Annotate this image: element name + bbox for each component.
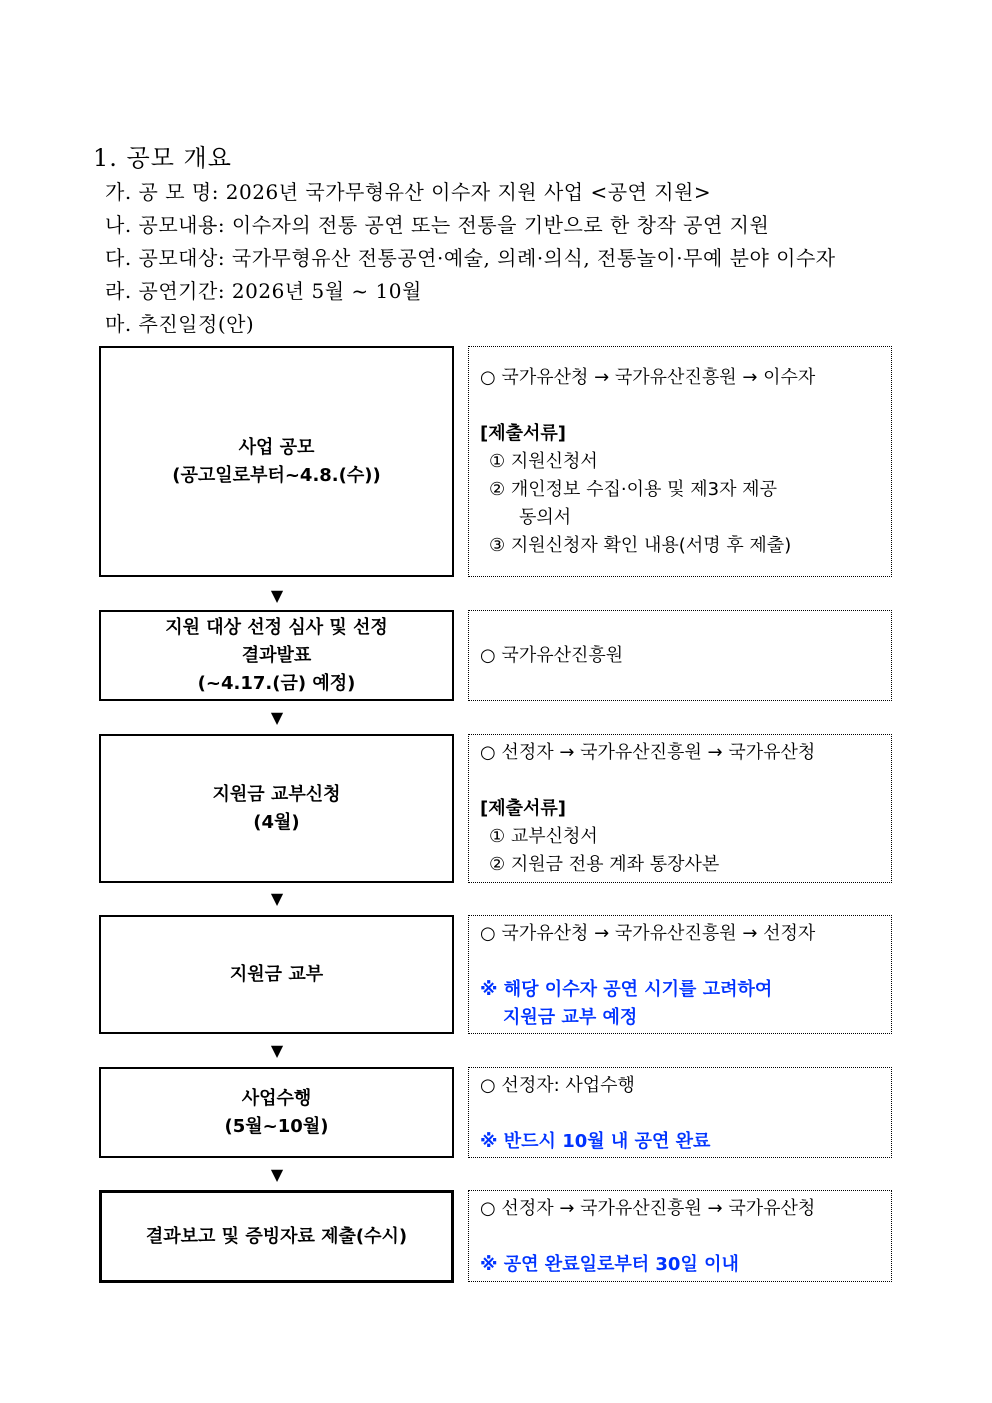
step-1-flow: ○ 국가유산청 → 국가유산진흥원 → 이수자 [480,367,816,388]
step-1-date: (공고일로부터~4.8.(수)) [172,464,381,486]
step-3-detail [468,734,892,883]
step-6-box [99,1190,454,1283]
step-1-doc-1: ① 지원신청서 [489,451,598,472]
step-5-flow: ○ 선정자: 사업수행 [480,1075,635,1096]
step-5-box [99,1067,454,1158]
step-4-note-cont: 지원금 교부 예정 [503,1007,638,1028]
step-3-docs-title: [제출서류] [480,798,567,819]
step-3-title: 지원금 교부신청 [212,783,341,805]
step-6-flow: ○ 선정자 → 국가유산진흥원 → 국가유산청 [480,1198,816,1219]
step-1-title: 사업 공모 [238,436,315,458]
flow-arrow-3: ▼ [270,889,284,908]
step-3-flow: ○ 선정자 → 국가유산진흥원 → 국가유산청 [480,742,816,763]
step-3-doc-2: ② 지원금 전용 계좌 통장사본 [489,854,720,875]
step-3-doc-1: ① 교부신청서 [489,826,598,847]
section-title: 1. 공모 개요 [93,144,232,172]
step-4-detail [468,915,892,1034]
step-3-box [99,734,454,883]
step-4-flow: ○ 국가유산청 → 국가유산진흥원 → 선정자 [480,923,816,944]
step-2-detail [468,610,892,701]
step-3-date: (4월) [253,811,300,833]
flow-arrow-2: ▼ [270,708,284,727]
flow-arrow-1: ▼ [270,586,284,605]
step-1-docs-title: [제출서류] [480,423,567,444]
step-6-title: 결과보고 및 증빙자료 제출(수시) [145,1225,408,1247]
step-4-title: 지원금 교부 [229,963,324,985]
overview-item-target: 다. 공모대상: 국가무형유산 전통공연·예술, 의례·의식, 전통놀이·무예 분야 이수자 [105,246,836,270]
step-1-detail [468,346,892,577]
step-5-date: (5월~10월) [224,1115,329,1137]
step-2-title: 지원 대상 선정 심사 및 선정 [165,616,388,638]
step-2-flow: ○ 국가유산진흥원 [480,645,624,666]
overview-item-content: 나. 공모내용: 이수자의 전통 공연 또는 전통을 기반으로 한 창작 공연 지원 [105,213,770,237]
step-2-title-cont: 결과발표 [241,644,312,666]
overview-item-period: 라. 공연기간: 2026년 5월 ~ 10월 [105,279,422,303]
step-2-date: (~4.17.(금) 예정) [197,672,356,694]
step-4-note: ※ 해당 이수자 공연 시기를 고려하여 [480,979,773,1000]
overview-item-name: 가. 공 모 명: 2026년 국가무형유산 이수자 지원 사업 <공연 지원> [105,180,712,204]
flow-arrow-5: ▼ [270,1165,284,1184]
step-6-detail [468,1190,892,1282]
step-1-box [99,346,454,577]
flow-arrow-4: ▼ [270,1041,284,1060]
step-1-doc-2-cont: 동의서 [519,507,572,528]
step-5-detail [468,1067,892,1158]
step-6-note: ※ 공연 완료일로부터 30일 이내 [480,1254,739,1275]
step-1-doc-2: ② 개인정보 수집·이용 및 제3자 제공 [489,479,777,500]
step-1-doc-3: ③ 지원신청자 확인 내용(서명 후 제출) [489,535,792,556]
step-4-box [99,915,454,1034]
step-5-title: 사업수행 [241,1087,312,1109]
step-5-note: ※ 반드시 10월 내 공연 완료 [480,1131,711,1152]
step-2-box [99,610,454,701]
overview-item-schedule: 마. 추진일정(안) [105,312,255,336]
